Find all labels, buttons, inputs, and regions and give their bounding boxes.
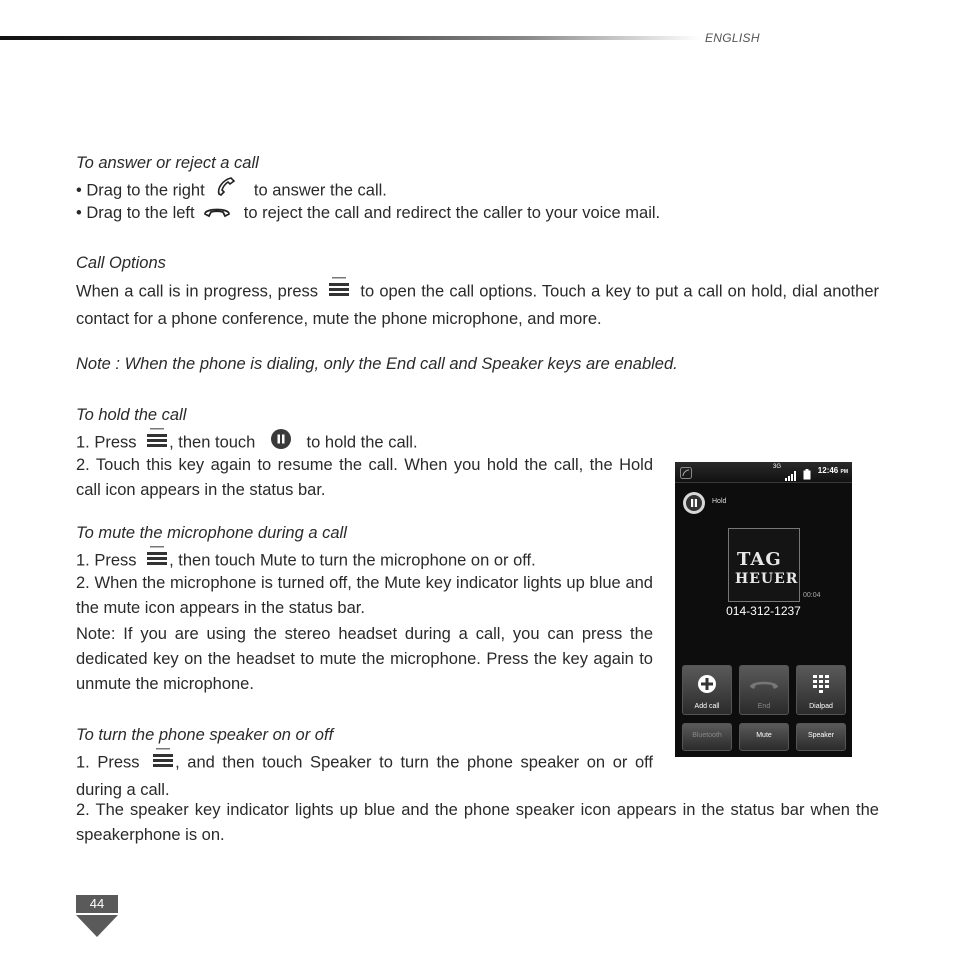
bullet-answer-text-2: to answer the call.: [253, 181, 387, 200]
speaker-label: Speaker: [807, 732, 835, 739]
status-clock: [818, 466, 848, 475]
mute-step1-text: 1. Press: [76, 551, 137, 570]
end-call-icon: [748, 677, 780, 691]
options-paragraph: [76, 277, 879, 332]
bullet-answer-text: • Drag to the right: [76, 181, 205, 200]
add-call-button[interactable]: [682, 665, 732, 715]
bluetooth-label: Bluetooth: [692, 732, 722, 739]
hold-label: Hold: [712, 498, 727, 505]
hold-step1-text-2: , then touch: [169, 433, 256, 452]
signal-icon: [785, 468, 799, 486]
logo-line-2: HEUER: [735, 571, 799, 587]
page-number: 44: [76, 895, 118, 913]
phone-screenshot: [675, 462, 852, 757]
menu-icon: [151, 748, 175, 778]
add-call-label: Add call: [694, 703, 720, 710]
status-bar: [675, 462, 852, 483]
add-icon: [697, 674, 717, 694]
menu-icon: [327, 277, 351, 307]
clock-time: 12:46: [817, 466, 839, 475]
network-label: 3G: [773, 464, 782, 470]
section-title-options: Call Options: [76, 254, 166, 272]
page-marker: [76, 915, 118, 937]
hold-step2: 2. Touch this key again to resume the call. When you hold the call, the Hold call icon appears in the status bar.: [76, 456, 653, 499]
mute-step2: 2. When the microphone is turned off, the Mute key indicator lights up blue and the mute icon appears in the status bar.: [76, 574, 653, 617]
options-text-2: to open the call options. Touch a key to put a call on hold, dial another contact for a phone conference, mute the phone microphone, and more.: [76, 282, 879, 328]
options-note: Note : When the phone is dialing, only the End call and Speaker keys are enabled.: [76, 355, 678, 373]
section-title-hold: To hold the call: [76, 406, 187, 424]
bullet-reject-text-2: to reject the call and redirect the caller to your voice mail.: [243, 204, 661, 222]
options-text: When a call is in progress, press: [76, 282, 318, 301]
reject-phone-icon: [203, 201, 231, 226]
bullet-reject: [76, 201, 660, 226]
bluetooth-button[interactable]: [682, 723, 732, 751]
call-status-icon: [680, 466, 692, 484]
hold-step1-text-3: to hold the call.: [306, 433, 418, 452]
speaker-step1-text-2: , and then touch Speaker to turn the phone speaker on or off during a call.: [76, 753, 653, 799]
language-label: ENGLISH: [705, 31, 760, 45]
hold-button[interactable]: [683, 492, 705, 514]
section-title-mute: To mute the microphone during a call: [76, 524, 347, 542]
pause-icon: [683, 492, 705, 514]
logo-line-1: TAG: [737, 549, 782, 570]
end-call-button[interactable]: [739, 665, 789, 715]
dialpad-button[interactable]: [796, 665, 846, 715]
section-title-answer: To answer or reject a call: [76, 154, 259, 172]
mute-note: Note: If you are using the stereo headset during a call, you can press the dedicated key on the headset to mute the microphone. Press the key again to unmute the microphone.: [76, 625, 653, 693]
mute-step1-text-2: , then touch Mute to turn the microphone on or off.: [169, 551, 536, 570]
end-call-label: End: [757, 703, 771, 710]
battery-icon: [803, 467, 811, 485]
caller-photo: [728, 528, 800, 602]
speaker-step1: [76, 748, 653, 803]
speaker-button[interactable]: [796, 723, 846, 751]
dialpad-icon: [811, 673, 831, 693]
clock-suffix: PM: [840, 469, 848, 475]
speaker-step2: 2. The speaker key indicator lights up blue and the phone speaker icon appears in the status bar when the speakerphone is on.: [76, 801, 879, 844]
speaker-step1-text: 1. Press: [76, 753, 140, 772]
call-timer: 00:04: [803, 592, 821, 599]
bullet-reject-text: • Drag to the left: [76, 204, 195, 222]
dialpad-label: Dialpad: [809, 703, 833, 710]
mute-label: Mute: [756, 732, 772, 739]
caller-number: 014-312-1237: [726, 604, 801, 618]
section-title-speaker: To turn the phone speaker on or off: [76, 726, 334, 744]
header-rule: [0, 36, 700, 40]
hold-step1-text: 1. Press: [76, 433, 137, 452]
mute-button[interactable]: [739, 723, 789, 751]
